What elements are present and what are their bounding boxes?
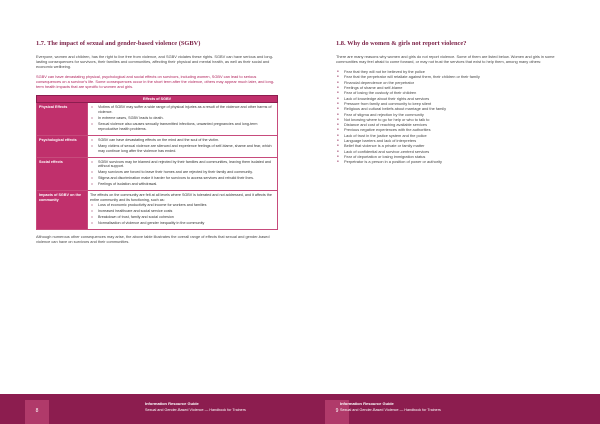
reasons-list xyxy=(336,69,576,164)
section-heading: 1.8. Why do women & girls not report violence? xyxy=(336,40,467,47)
page-footer xyxy=(300,394,600,424)
highlight-paragraph: SGBV can have devastating physical, psychological and social effects on survivors, including women, SGBV can lead to serious consequences on a survivor's life. Some consequences occur in the short term after the violence, others may appear much later, and long-term health impacts that are specific to women and girls. xyxy=(36,74,275,90)
effects-table xyxy=(36,95,278,230)
section-heading: 1.7. The impact of sexual and gender-based violence (SGBV) xyxy=(36,40,201,47)
list-item: ● Pressure from family and community to keep silent xyxy=(344,101,576,106)
right-content xyxy=(336,40,576,165)
list-item: ● Fear of deportation or losing immigration status xyxy=(344,154,576,159)
list-item: □ Loss of economic productivity and income for workers and families xyxy=(98,203,275,208)
list-item: ● Lack of confidential and survivor-centred services xyxy=(344,149,576,154)
list-item: □ Victims of SGBV may suffer a wide range of physical injuries as a result of the violence and other harms of violence. xyxy=(98,105,275,115)
list-item: ● Financial dependence on the perpetrator xyxy=(344,80,576,85)
list-item: ● Distance and cost of reaching available services xyxy=(344,122,576,127)
table-row xyxy=(37,135,278,157)
closing-paragraph: Although numerous other consequences may arise, the above table illustrates the overall range of effects that sexual and gender-based violence can have on survivors and their communities. xyxy=(36,233,270,245)
list-item: ● Feelings of shame and self-blame xyxy=(344,85,576,90)
footer-title: Information Resource Guide xyxy=(145,401,199,406)
list-item: ● Fear that the perpetrator will retaliate against them, their children or their family xyxy=(344,74,576,79)
page-footer xyxy=(0,394,300,424)
list-item: ● Perpetrator is a person in a position of power or authority xyxy=(344,159,576,164)
list-item: ● Language barriers and lack of interpreters xyxy=(344,138,576,143)
list-item: □ Increased healthcare and social service costs xyxy=(98,209,275,214)
list-item: □ Normalisation of violence and gender inequality in the community xyxy=(98,221,275,226)
table-row xyxy=(37,157,278,191)
list-item: □ Many victims of sexual violence are silenced and experience feelings of self-blame, shame and fear, which may continue long after the violence has ended. xyxy=(98,144,275,154)
table-row xyxy=(37,191,278,230)
footer-subtitle: Sexual and Gender-Based Violence — Handbook for Trainers xyxy=(340,408,441,412)
list-item: □ Stigma and discrimination make it harder for survivors to access services and rebuild their lives. xyxy=(98,176,275,181)
list-item: □ Many survivors are forced to leave their homes and are rejected by their family and community. xyxy=(98,170,275,175)
list-item: ● Belief that violence is a private or family matter xyxy=(344,143,576,148)
list-item: ● Lack of trust in the justice system and the police xyxy=(344,133,576,138)
row-lead: The effects on the community are felt at all levels where SGBV is tolerated and not addressed, and it affects the entire community and its functioning, such as: xyxy=(90,193,272,203)
table-row xyxy=(37,103,278,136)
list-item: ● Fear of losing the custody of their children xyxy=(344,90,576,95)
list-item: □ Sexual violence also causes sexually transmitted infections, unwanted pregnancies and long-term reproductive health problems. xyxy=(98,122,275,132)
intro-paragraph: Everyone, women and children, has the right to live free from violence, and SGBV violates these rights. SGBV can have serious and long-lasting consequences for survivors, their families and communities, affecting their physical and mental health, as well as their social and economic wellbeing. xyxy=(36,54,274,70)
list-item: □ SGBV can have devastating effects on the mind and the soul of the victim. xyxy=(98,138,275,143)
page-number: 9 xyxy=(335,408,339,414)
list-item: ● Fear that they will not be believed by the police xyxy=(344,69,576,74)
list-item: □ Feelings of isolation and withdrawal. xyxy=(98,182,275,187)
row-head: Psychological effects xyxy=(37,135,88,157)
row-head: Physical Effects xyxy=(37,103,88,136)
list-item: □ In extreme cases, SGBV leads to death. xyxy=(98,116,275,121)
list-item: □ SGBV survivors may be blamed and rejected by their families and communities, leaving them isolated and without support. xyxy=(98,160,275,170)
list-item: ● Fear of stigma and rejection by the community xyxy=(344,112,576,117)
page-number: 8 xyxy=(35,408,39,414)
footer-subtitle: Sexual and Gender-Based Violence — Handbook for Trainers xyxy=(145,408,246,412)
intro-paragraph: There are many reasons why women and girls do not report violence. Some of them are listed below. Women and girls in some communities may feel afraid to come forward, or may not trust the services that exist to help them, among many others: xyxy=(336,54,555,65)
list-item: ● Previous negative experiences with the authorities xyxy=(344,127,576,132)
list-item: ● Not knowing where to go for help or who to talk to xyxy=(344,117,576,122)
row-head: Social effects xyxy=(37,157,88,191)
list-item: ● Lack of knowledge about their rights and services xyxy=(344,96,576,101)
table-title: Effects of SGBV xyxy=(37,95,278,103)
left-content xyxy=(36,40,278,249)
right-page xyxy=(300,0,600,424)
row-head: Impacts of SGBV on the community xyxy=(37,191,88,230)
list-item: □ Breakdown of trust, family and social cohesion xyxy=(98,215,275,220)
list-item: ● Religious and cultural beliefs about marriage and the family xyxy=(344,106,576,111)
footer-title: Information Resource Guide xyxy=(340,401,394,406)
